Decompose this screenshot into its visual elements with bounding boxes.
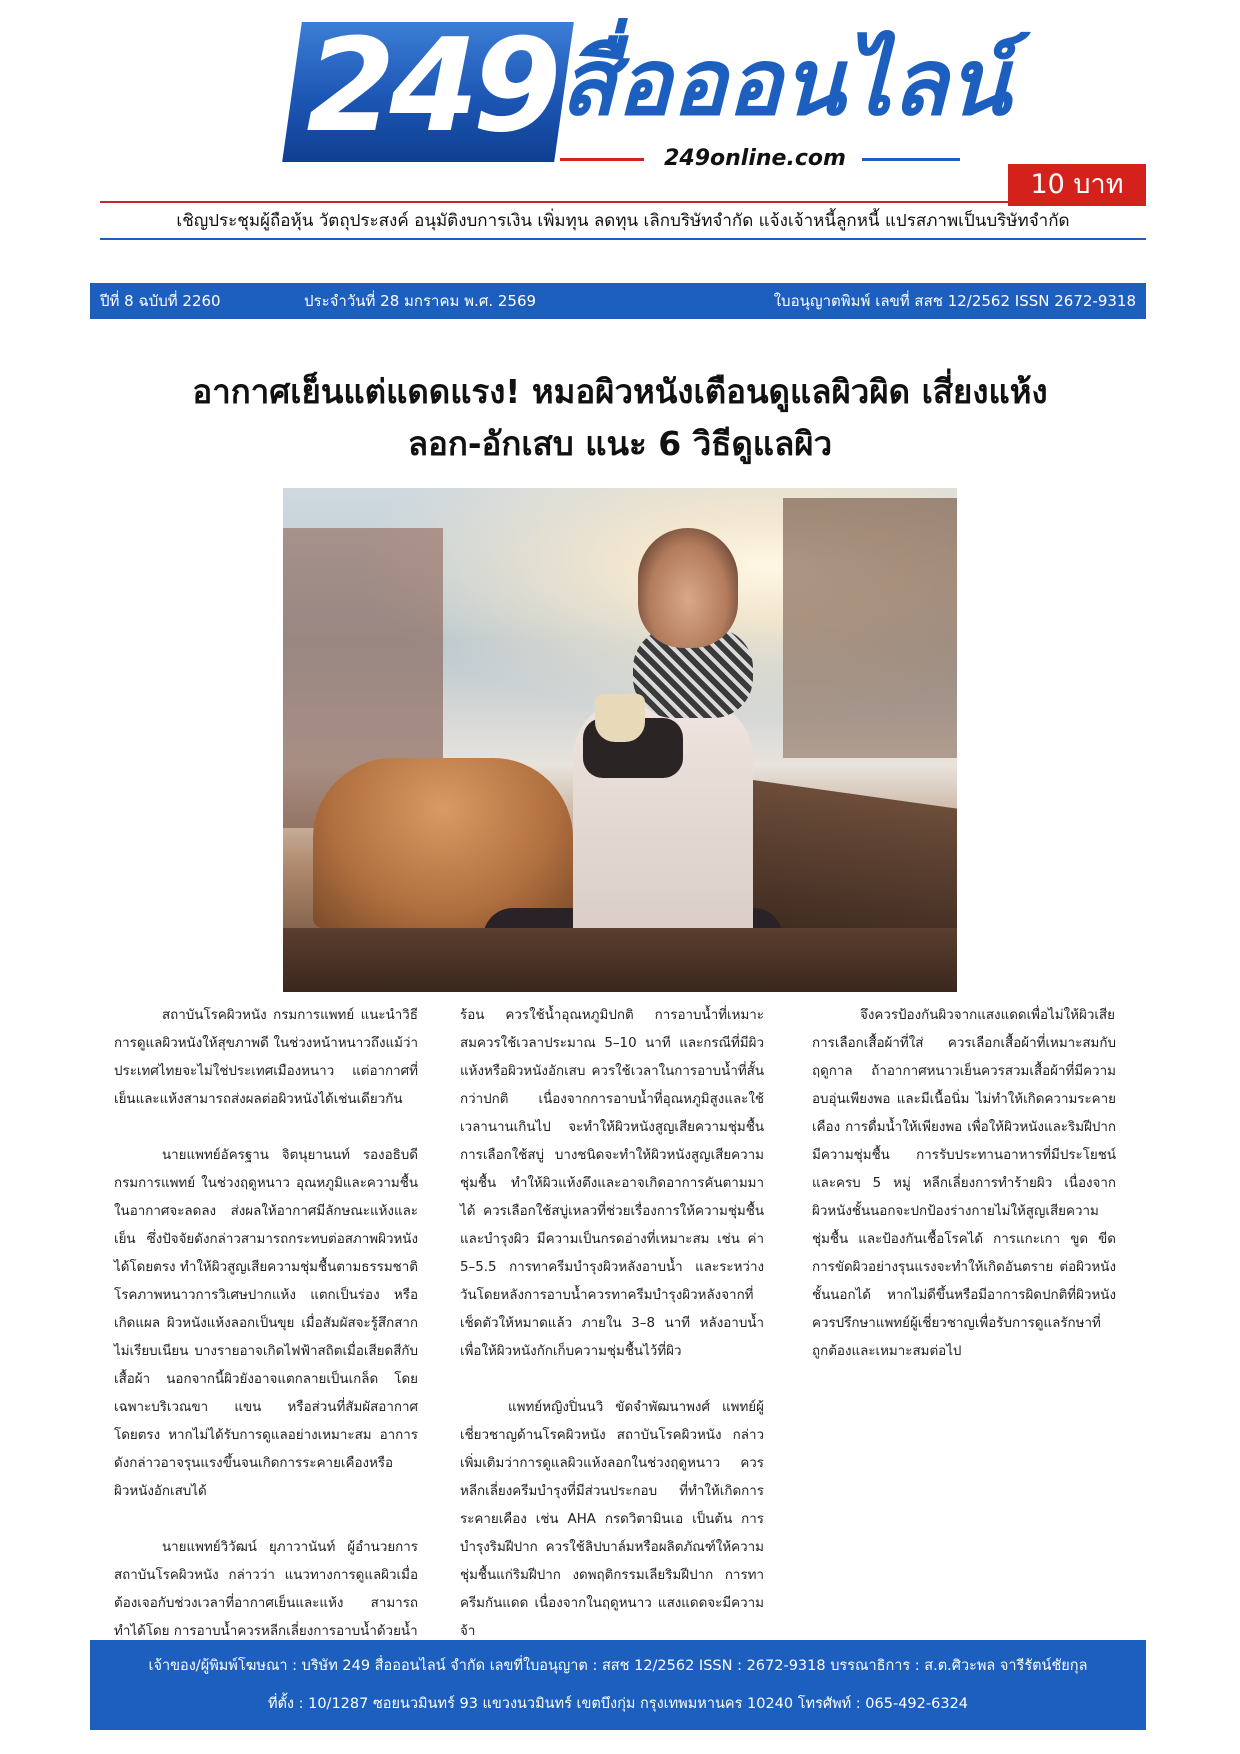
issue-number: ปีที่ 8 ฉบับที่ 2260 [100, 292, 221, 310]
photo-ground [283, 928, 957, 992]
col1-paragraph-3: นายแพทย์วิวัฒน์ ยุภาวานันท์ ผู้อำนวยการสถาบันโรคผิวหนัง กล่าวว่า แนวทางการดูแลผิวเมื่อต้องเจอกับช่วงเวลาที่อากาศเย็นและแห้ง สามารถทำได้โดย การอาบน้ำควรหลีกเลี่ยงการอาบน้ำด้วยน้ำ [114, 1540, 418, 1639]
logo-rule-red [560, 158, 644, 161]
tagline-top-rule [100, 201, 1146, 203]
price-badge: 10 บาท [1008, 164, 1146, 206]
headline-line-2: ลอก-อักเสบ แนะ 6 วิธีดูแลผิว [407, 424, 833, 463]
footer-publisher: เจ้าของ/ผู้พิมพ์โฆษณา : บริษัท 249 สื่อออนไลน์ จำกัด เลขที่ใบอนุญาต : สสช 12/2562 ISSN : 2672-9318 บรรณาธิการ : ส.ต.ศิวะพล จารีรัตน์ชัยกุล [148, 1658, 1088, 1674]
logo-url: 249online.com [664, 146, 846, 171]
article-column-1 [114, 1002, 418, 1639]
col1-paragraph-2: นายแพทย์อัครฐาน จิตนุยานนท์ รองอธิบดีกรมการแพทย์ ในช่วงฤดูหนาว อุณหภูมิและความชื้นในอากาศจะลดลง ส่งผลให้อากาศมีลักษณะแห้งและเย็น ซึ่งปัจจัยดังกล่าวสามารถกระทบต่อสภาพผิวหนังได้โดยตรง ทำให้ผิวสูญเสียความชุ่มชื้นตามธรรมชาติ โรคภาพหนาวการวิเศษปากแห้ง แตกเป็นร่อง หรือเกิดแผล ผิวหนังแห้งลอกเป็นขุย เมื่อสัมผัสจะรู้สึกสาก ไม่เรียบเนียน บางรายอาจเกิดไฟฟ้าสถิตเมื่อเสียดสีกับเสื้อผ้า นอกจากนี้ผิวยังอาจแตกลายเป็นเกล็ด โดยเฉพาะบริเวณขา แขน หรือส่วนที่สัมผัสอากาศโดยตรง หากไม่ได้รับการดูแลอย่างเหมาะสม อาการดังกล่าวอาจรุนแรงขึ้นจนเกิดการระคายเคืองหรือผิวหนังอักเสบได้ [114, 1148, 418, 1499]
article-headline [120, 366, 1120, 476]
article-photo [283, 488, 957, 992]
article-column-3 [812, 1002, 1116, 1502]
photo-cup [595, 694, 645, 742]
footer [90, 1640, 1146, 1730]
logo-249-number: 249 [306, 12, 556, 161]
tagline: เชิญประชุมผู้ถือหุ้น วัตถุประสงค์ อนุมัติงบการเงิน เพิ่มทุน ลดทุน เลิกบริษัทจำกัด แจ้งเจ้าหนี้ลูกหนี้ แปรสภาพเป็นบริษัทจำกัด [176, 211, 1070, 231]
article-column-2 [460, 1002, 764, 1639]
issue-bar [90, 283, 1146, 319]
col2-paragraph-2: แพทย์หญิงปิ่นนวิ ขัดจำพัฒนาพงศ์ แพทย์ผู้เชี่ยวชาญด้านโรคผิวหนัง สถาบันโรคผิวหนัง กล่าวเพิ่มเติมว่าการดูแลผิวแห้งลอกในช่วงฤดูหนาว ควรหลีกเลี่ยงครีมบำรุงที่มีส่วนประกอบ ที่ทำให้เกิดการระคายเคือง เช่น AHA กรดวิตามินเอ เป็นต้น การบำรุงริมฝีปาก ควรใช้ลิปบาล์มหรือผลิตภัณฑ์ให้ความชุ่มชื้นแก่ริมฝีปาก งดพฤติกรรมเลียริมฝีปาก การทาครีมกันแดด เนื่องจากในฤดูหนาว แสงแดดจะมีความจ้า [460, 1400, 764, 1639]
footer-address: ที่ตั้ง : 10/1287 ซอยนวมินทร์ 93 แขวงนวมินทร์ เขตบึงกุ่ม กรุงเทพมหานคร 10240 โทรศัพท์ : 065-492-6324 [267, 1696, 969, 1712]
issue-license: ใบอนุญาตพิมพ์ เลขที่ สสช 12/2562 ISSN 2672-9318 [773, 292, 1136, 310]
col1-paragraph-1: สถาบันโรคผิวหนัง กรมการแพทย์ แนะนำวิธีการดูแลผิวหนังให้สุขภาพดี ในช่วงหน้าหนาวถึงแม้ว่าประเทศไทยจะไม่ใช่ประเทศเมืองหนาว แต่อากาศที่เย็นและแห้งสามารถส่งผลต่อผิวหนังได้เช่นเดียวกัน [114, 1008, 418, 1107]
col2-paragraph-1: ร้อน ควรใช้น้ำอุณหภูมิปกติ การอาบน้ำที่เหมาะสมควรใช้เวลาประมาณ 5–10 นาที และกรณีที่มีผิวแห้งหรือผิวหนังอักเสบ ควรใช้เวลาในการอาบน้ำที่สั้นกว่าปกติ เนื่องจากการอาบน้ำที่อุณหภูมิสูงและใช้เวลานานเกินไป จะทำให้ผิวหนังสูญเสียความชุ่มชื้น การเลือกใช้สบู่ บางชนิดจะทำให้ผิวหนังสูญเสียความชุ่มชื้น ทำให้ผิวแห้งตึงและอาจเกิดอาการคันตามมาได้ ควรเลือกใช้สบู่เหลวที่ช่วยเรื่องการให้ความชุ่มชื้นและบำรุงผิว มีความเป็นกรดอ่างที่เหมาะสม เช่น ค่า 5–5.5 การทาครีมบำรุงผิวหลังอาบน้ำ และระหว่างวันโดยหลังการอาบน้ำควรทาครีมบำรุงผิวหลังจากที่เช็ดตัวให้หมาดแล้ว ภายใน 3–8 นาที หลังอาบน้ำ เพื่อให้ผิวหนังกักเก็บความชุ่มชื้นไว้ที่ผิว [460, 1008, 764, 1359]
headline-line-1: อากาศเย็นแต่แดดแรง! หมอผิวหนังเตือนดูแลผิวผิด เสี่ยงแห้ง [192, 372, 1048, 411]
photo-building-right [783, 498, 957, 758]
logo-rule-blue [862, 158, 960, 161]
logo-thai-wordmark: สื่อออนไลน์ [560, 29, 1011, 136]
col3-paragraph-1: จึงควรป้องกันผิวจากแสงแดดเพื่อไม่ให้ผิวเสีย การเลือกเสื้อผ้าที่ใส่ ควรเลือกเสื้อผ้าที่เหมาะสมกับฤดูกาล ถ้าอากาศหนาวเย็นควรสวมเสื้อผ้าที่มีความอบอุ่นเพียงพอ และมีเนื้อนิ่ม ไม่ทำให้เกิดความระคายเคือง การดื่มน้ำให้เพียงพอ เพื่อให้ผิวหนังและริมฝีปาก มีความชุ่มชื้น การรับประทานอาหารที่มีประโยชน์ และครบ 5 หมู่ หลีกเลี่ยงการทำร้ายผิว เนื่องจากผิวหนังชั้นนอกจะปกป้องร่างกายไม่ให้สูญเสียความชุ่มชื้น และป้องกันเชื้อโรคได้ การแกะเกา ขูด ขีด การขัดผิวอย่างรุนแรงจะทำให้เกิดอันตราย ต่อผิวหนังชั้นนอกได้ หากไม่ดีขึ้นหรือมีอาการผิดปกติที่ผิวหนังควรปรึกษาแพทย์ผู้เชี่ยวชาญเพื่อรับการดูแลรักษาที่ถูกต้องและเหมาะสมต่อไป [812, 1008, 1116, 1359]
issue-date: ประจำวันที่ 28 มกราคม พ.ศ. 2569 [304, 292, 537, 310]
photo-person-head [638, 528, 738, 648]
tagline-bottom-rule [100, 238, 1146, 240]
photo-hedge [313, 758, 573, 928]
masthead [0, 0, 1240, 200]
